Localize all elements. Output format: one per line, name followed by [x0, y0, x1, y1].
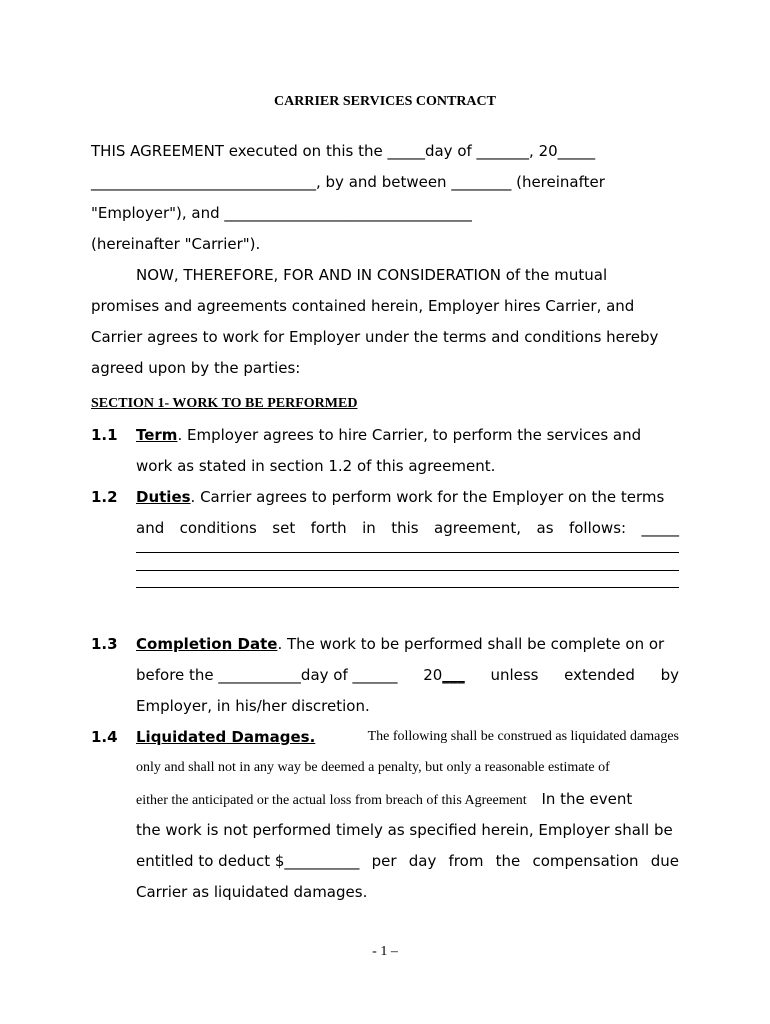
clause-1-2-text-1: . Carrier agrees to perform work for the Employer on the terms: [190, 488, 665, 506]
clause-1-1-line-2: work as stated in section 1.2 of this agreement.: [136, 457, 496, 475]
clause-1-3-text-1: . The work to be performed shall be complete on or: [277, 635, 665, 653]
clause-1-3-word: extended: [564, 666, 635, 684]
clause-1-4-line-4: the work is not performed timely as specified herein, Employer shall be: [136, 821, 673, 839]
clause-1-4-word: compensation: [532, 852, 639, 870]
intro-line-5: NOW, THEREFORE, FOR AND IN CONSIDERATION of the mutual: [136, 266, 608, 284]
clause-1-2-word: in: [362, 519, 376, 537]
clause-1-2-term: Duties: [136, 488, 191, 506]
clause-1-3-term: Completion Date: [136, 635, 278, 653]
clause-1-4-line-2: only and shall not in any way be deemed a penalty, but only a reasonable estimate of: [136, 760, 610, 775]
page-number-footer: - 1 –: [372, 944, 398, 959]
clause-1-4-term: Liquidated Damages.: [136, 728, 316, 746]
blank-rule-3: [136, 587, 679, 588]
clause-1-1-number: 1.1: [91, 426, 118, 444]
clause-1-4-line-6: Carrier as liquidated damages.: [136, 883, 368, 901]
clause-1-4-word: the: [495, 852, 521, 870]
intro-line-3: "Employer"), and _________________________________: [91, 204, 472, 222]
intro-line-7: Carrier agrees to work for Employer under the terms and conditions hereby: [91, 328, 659, 346]
clause-1-4-text-3a: either the anticipated or the actual loss from breach of this Agreement: [136, 793, 527, 808]
clause-1-3-year: [423, 666, 465, 684]
clause-1-2-word: forth: [310, 519, 347, 537]
clause-1-2-word: set: [272, 519, 296, 537]
clause-1-4-line-5: [136, 852, 679, 870]
clause-1-1-term: Term: [136, 426, 178, 444]
intro-line-6: promises and agreements contained herein, Employer hires Carrier, and: [91, 297, 635, 315]
clause-1-4-word: from: [448, 852, 484, 870]
blank-rule-1: [136, 552, 679, 553]
clause-1-3-before-date: before the ___________day of ______: [136, 666, 398, 684]
blank-rule-2: [136, 570, 679, 571]
clause-1-4-word: due: [650, 852, 679, 870]
clause-1-3-word: by: [660, 666, 679, 684]
clause-1-4-number: 1.4: [91, 728, 118, 746]
clause-1-4-text-1: The following shall be construed as liquidated damages: [367, 729, 679, 744]
clause-1-4-word: day: [408, 852, 437, 870]
intro-line-4: (hereinafter "Carrier").: [91, 235, 261, 253]
clause-1-3-line-2: [136, 666, 679, 684]
clause-1-4-word: entitled to deduct $__________: [136, 852, 360, 870]
clause-1-2-word: as: [536, 519, 554, 537]
document-title: CARRIER SERVICES CONTRACT: [274, 94, 496, 109]
clause-1-2-word: and: [136, 519, 165, 537]
clause-1-3-line-3: Employer, in his/her discretion.: [136, 697, 370, 715]
clause-1-3-line-1: [136, 635, 664, 653]
clause-1-4-line-3: [136, 790, 679, 809]
clause-1-2-word: follows:: [568, 519, 627, 537]
clause-1-2-word: conditions: [179, 519, 257, 537]
clause-1-3-number: 1.3: [91, 635, 118, 653]
clause-1-1-text-1: . Employer agrees to hire Carrier, to perform the services and: [177, 426, 642, 444]
clause-1-2-line-2: [136, 519, 679, 537]
section-1-heading: SECTION 1- WORK TO BE PERFORMED: [91, 396, 358, 411]
clause-1-2-word: _____: [641, 519, 679, 537]
clause-1-4-line-1: [136, 728, 679, 746]
clause-1-4-word: per: [371, 852, 397, 870]
intro-line-2: ______________________________, by and between ________ (hereinafter: [91, 173, 605, 191]
clause-1-2-line-1: [136, 488, 664, 506]
clause-1-2-word: this: [391, 519, 419, 537]
clause-1-4-text-3b: In the event: [541, 790, 633, 808]
clause-1-2-word: agreement,: [434, 519, 522, 537]
intro-line-1: THIS AGREEMENT executed on this the _____day of _______, 20_____: [91, 142, 596, 160]
clause-1-3-word: unless: [490, 666, 539, 684]
intro-line-8: agreed upon by the parties:: [91, 359, 301, 377]
clause-1-3-year-blank: ___: [442, 666, 465, 684]
clause-1-3-year-prefix: 20: [423, 666, 443, 684]
clause-1-2-number: 1.2: [91, 488, 118, 506]
clause-1-1-line-1: [136, 426, 641, 444]
